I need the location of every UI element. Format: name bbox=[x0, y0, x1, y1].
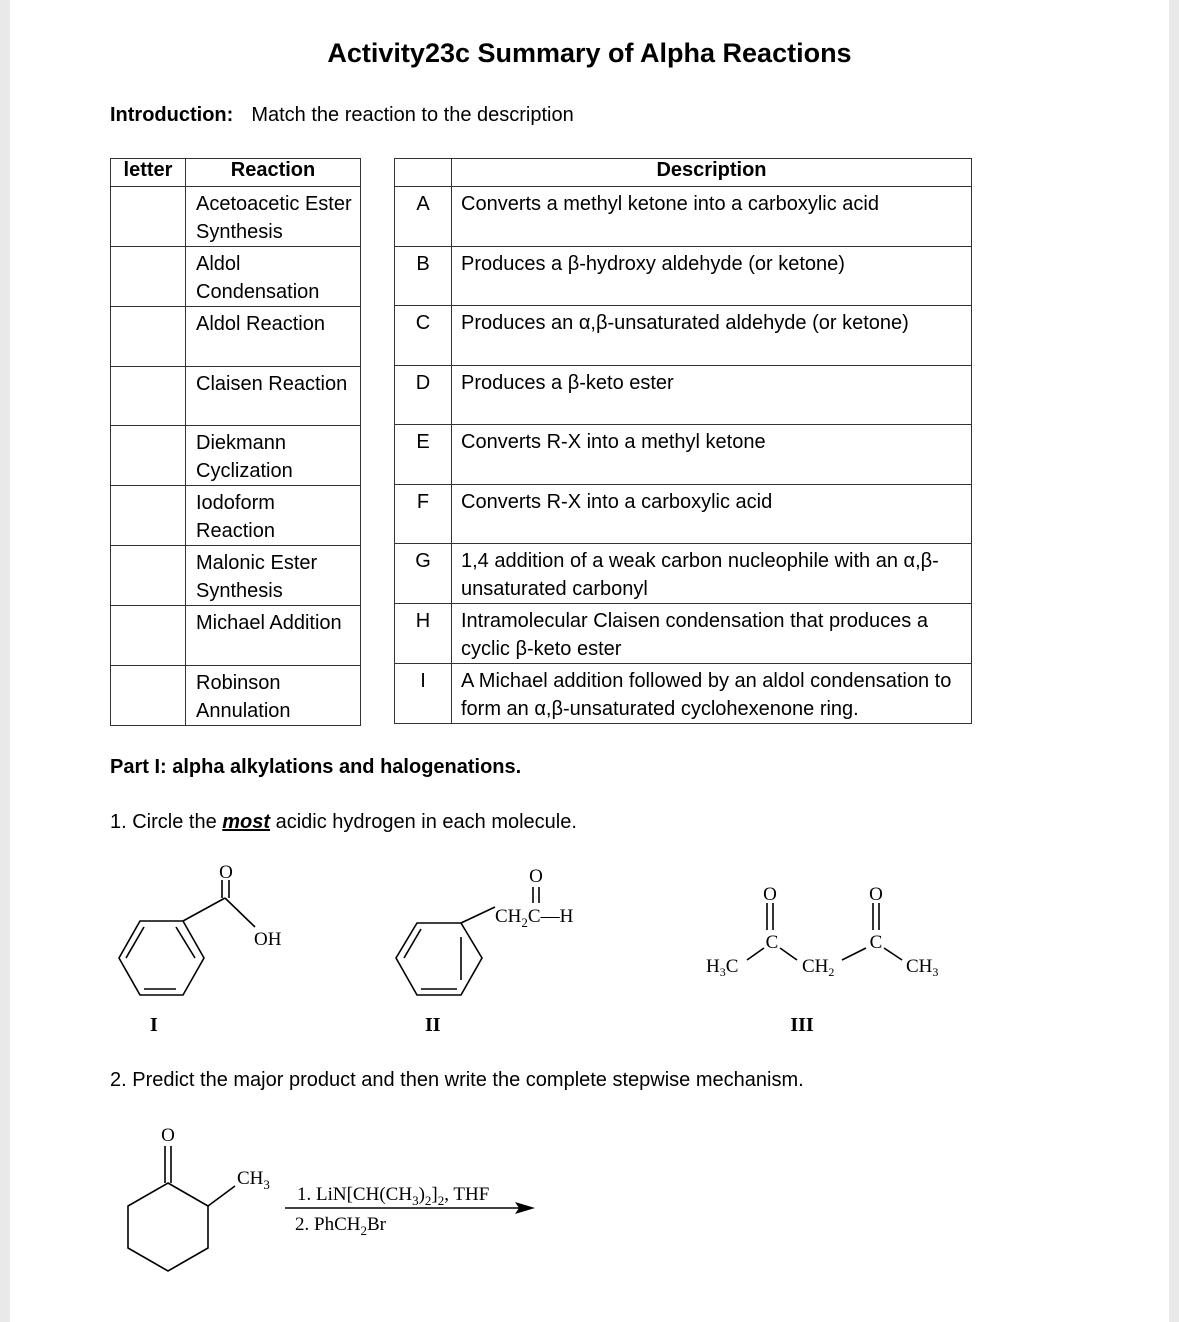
mol3-carbon-1: C bbox=[765, 932, 779, 953]
page-title: Activity23c Summary of Alpha Reactions bbox=[327, 38, 852, 68]
description-text: Converts R-X into a carboxylic acid bbox=[452, 484, 972, 544]
reaction-reactant-structure bbox=[128, 1146, 235, 1271]
reaction-name: Acetoacetic Ester Synthesis bbox=[186, 187, 361, 247]
description-letter: B bbox=[395, 246, 452, 306]
letter-header: letter bbox=[111, 159, 186, 187]
question-2: 2. Predict the major product and then write the complete stepwise mechanism. bbox=[110, 1069, 804, 1091]
reaction-name: Michael Addition bbox=[186, 606, 361, 666]
intro-label: Introduction: bbox=[110, 104, 234, 126]
reaction-oxygen: O bbox=[161, 1125, 175, 1146]
mol3-oxygen-1: O bbox=[763, 884, 777, 905]
description-text: Converts a methyl ketone into a carboxylic acid bbox=[452, 187, 972, 247]
intro-text: Match the reaction to the description bbox=[251, 104, 574, 126]
description-text: Intramolecular Claisen condensation that produces a cyclic β-keto ester bbox=[452, 604, 972, 664]
mol2-group: $CH_2C—H$ bbox=[495, 906, 574, 930]
description-letter: E bbox=[395, 425, 452, 485]
mol1-oxygen: O bbox=[219, 862, 233, 883]
mol2-label: II bbox=[425, 1014, 441, 1036]
reaction-name: Malonic Ester Synthesis bbox=[186, 546, 361, 606]
reaction-name: Diekmann Cyclization bbox=[186, 426, 361, 486]
reaction-name: Aldol Reaction bbox=[186, 307, 361, 367]
description-text: Converts R-X into a methyl ketone bbox=[452, 425, 972, 485]
description-letter: F bbox=[395, 484, 452, 544]
reaction-name: Aldol Condensation bbox=[186, 247, 361, 307]
mol1-hydroxyl: OH bbox=[254, 929, 282, 950]
description-letter: I bbox=[395, 664, 452, 724]
description-letter: G bbox=[395, 544, 452, 604]
mol3-carbon-2: C bbox=[869, 932, 883, 953]
description-text: Produces a β-hydroxy aldehyde (or ketone) bbox=[452, 246, 972, 306]
description-text: Produces an α,β-unsaturated aldehyde (or ketone) bbox=[452, 306, 972, 366]
mol3-oxygen-2: O bbox=[869, 884, 883, 905]
description-letter: A bbox=[395, 187, 452, 247]
reaction-methyl: $CH_3$ bbox=[237, 1168, 270, 1192]
mol3-left-methyl: $H_3C$ bbox=[706, 956, 739, 979]
q1-suffix: acidic hydrogen in each molecule. bbox=[270, 811, 577, 833]
part1-heading: Part I: alpha alkylations and halogenations. bbox=[110, 756, 522, 778]
description-text: Produces a β-keto ester bbox=[452, 365, 972, 425]
reaction-name: Claisen Reaction bbox=[186, 366, 361, 426]
reaction-name: Robinson Annulation bbox=[186, 665, 361, 725]
reaction-header: Reaction bbox=[186, 159, 361, 187]
mol3-right-methyl: $CH_3$ bbox=[906, 956, 939, 979]
mol1-label: I bbox=[150, 1014, 158, 1036]
mol3-methylene: $CH_2$ bbox=[802, 956, 835, 979]
molecule-1-structure bbox=[119, 880, 255, 995]
description-header: Description bbox=[452, 159, 972, 187]
q1-prefix: 1. Circle the bbox=[110, 811, 223, 833]
mol2-oxygen: O bbox=[529, 866, 543, 887]
description-letter: C bbox=[395, 306, 452, 366]
reaction-name: Iodoform Reaction bbox=[186, 486, 361, 546]
q1-emphasis: most bbox=[222, 811, 271, 833]
description-text: A Michael addition followed by an aldol condensation to form an α,β-unsaturated cyclohexenone ring. bbox=[452, 664, 972, 724]
molecule-2-structure bbox=[396, 887, 539, 995]
reagent-step-2: 2. PhCH$_2$Br bbox=[295, 1214, 386, 1238]
description-text: 1,4 addition of a weak carbon nucleophile with an α,β-unsaturated carbonyl bbox=[452, 544, 972, 604]
reagent-step-1: 1. $LiN[CH(CH_3)_2]_2$, THF bbox=[297, 1184, 490, 1208]
description-letter: D bbox=[395, 365, 452, 425]
mol3-label: III bbox=[790, 1014, 814, 1036]
description-letter: H bbox=[395, 604, 452, 664]
